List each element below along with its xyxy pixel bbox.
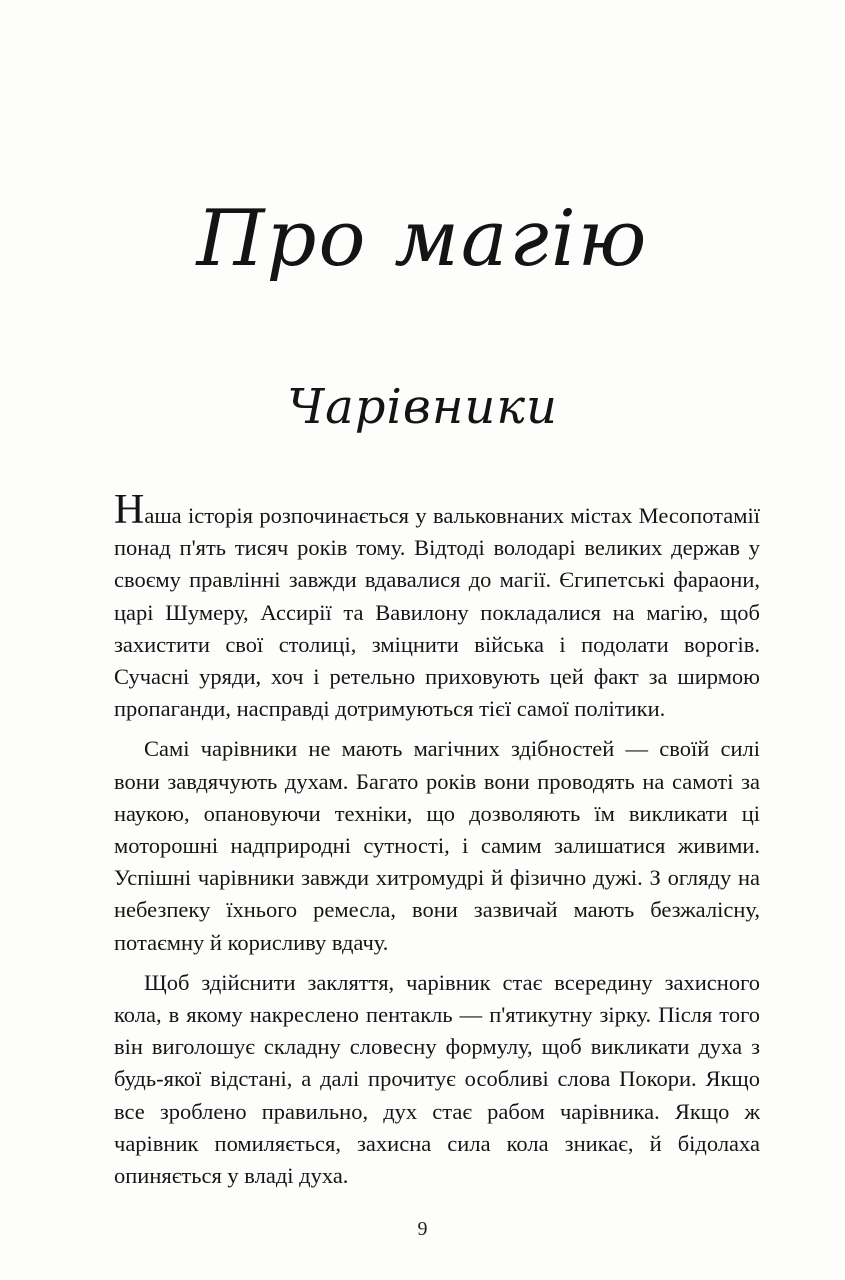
- paragraph-1-text: аша історія розпочинається у вальковнаних містах Месопотамії понад п'ять тисяч років тому. Відтоді володарі великих держав у своєму правлінні завжди вдавалися до магії. Єгипетські фараони, царі Шумеру, Ассирії та Вавилону покладалися на магію, щоб захистити свої столиці, зміцнити війська і подолати ворогів. Сучасні уряди, хоч і ретельно приховують цей факт за ширмою пропаганди, насправді дотримуються тієї самої політики.: [114, 503, 760, 722]
- section-title: Чарівники: [287, 379, 558, 435]
- paragraph-1: [114, 487, 760, 725]
- chapter-title: Про магію: [196, 194, 649, 284]
- page-number: 9: [417, 1218, 428, 1240]
- paragraph-2: Самі чарівники не мають магічних здібностей — своїй силі вони завдячують духам. Багато років вони проводять на самоті за наукою, опановуючи техніки, що дозволяють їм викликати ці моторошні надприродні сутності, і самим залишатися живими. Успішні чарівники завжди хитромудрі й фізично дужі. З огляду на небезпеку їхнього ремесла, вони зазвичай мають безжалісну, потаємну й корисливу вдачу.: [114, 736, 760, 955]
- drop-cap: Н: [114, 487, 145, 533]
- paragraph-3: Щоб здійснити закляття, чарівник стає всередину захисного кола, в якому накреслено пентакль — п'ятикутну зірку. Після того він виголошує складну словесну формулу, щоб викликати духа з будь-якої відстані, а далі прочитує особливі слова Покори. Якщо все зроблено правильно, дух стає рабом чарівника. Якщо ж чарівник помиляється, захисна сила кола зникає, й бідолаха опиняється у владі духа.: [114, 969, 760, 1189]
- body-text: [114, 487, 760, 1200]
